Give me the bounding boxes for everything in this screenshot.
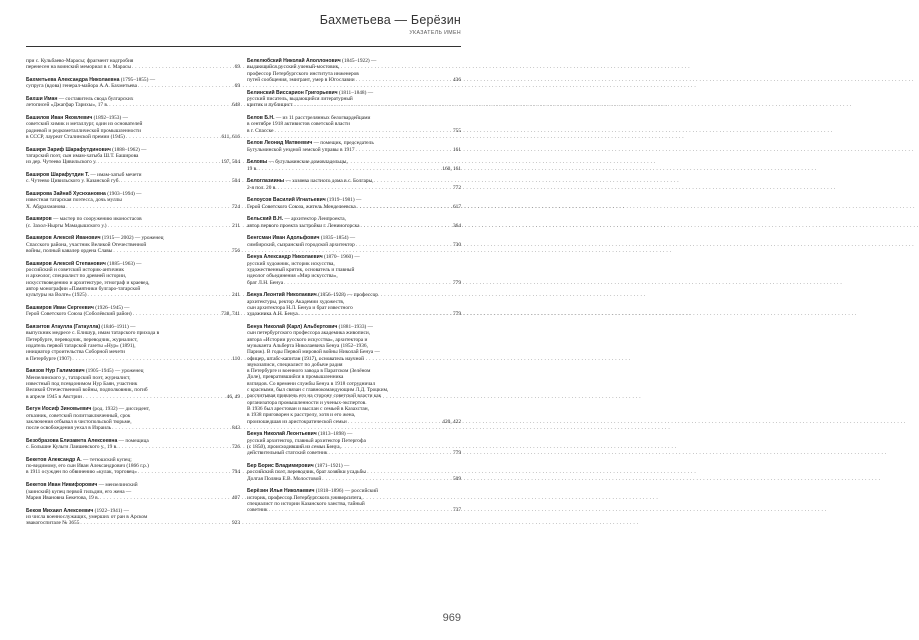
entry-description: автор первого проекта застройки г. Лениногорска: [247, 222, 360, 229]
entry-name: Бахметьева Александра Николаевна: [26, 77, 120, 84]
entry-name: Белов Б.Н.: [247, 114, 275, 121]
leader-dots: [284, 280, 452, 286]
page-number: 969: [442, 612, 461, 624]
entry-description: известный под псевдонимом Нур Баян, участник: [26, 380, 138, 387]
entry-description: (1905–1945) — уроженец: [84, 368, 144, 375]
entry-name: Баширя Зариф Шарафутдинович: [26, 146, 111, 153]
index-entry: [247, 235, 461, 248]
entry-description: с. Чутеево Цивильского у. Казанской губ.: [26, 178, 120, 185]
leader-dots: [112, 425, 231, 431]
entry-description: (род. 1932) — диссидент,: [91, 406, 150, 413]
page-reference: 161: [452, 146, 461, 153]
page-reference: 241: [231, 292, 240, 299]
index-entry: [26, 172, 240, 185]
entry-description: и археолог, специалист по древней истории,: [26, 273, 127, 280]
entry-description: музыканта Альберта Николаевича Бенуа (1852–1936,: [247, 342, 368, 349]
entry-description: — помещик, председатель: [312, 140, 374, 147]
entry-description: профессор Петербургского института инженеров: [247, 70, 359, 77]
entry-description: Петербурге, переводчик, переводчик, журналист,: [26, 336, 138, 343]
page-reference: 923: [231, 520, 240, 527]
entry-description: специалист по истории Казанского ханства, тайный: [247, 500, 365, 507]
leader-dots: [113, 248, 231, 254]
leader-dots: [356, 147, 452, 153]
entry-name: Безобразова Елизавета Алексеевна: [26, 437, 118, 444]
entry-description: (1871–1921) —: [313, 463, 350, 470]
entry-description: художественный критик, основатель и главный: [247, 267, 355, 274]
leader-dots: [121, 178, 231, 184]
index-entry: [26, 216, 240, 229]
entry-name: Белинский Виссарион Григорьевич: [247, 89, 338, 96]
page-reference: 110: [232, 355, 240, 362]
entry-description: — мензелинский: [97, 482, 138, 489]
entry-description: офицер, штабс-капитан (1917), основатель научной: [247, 355, 365, 362]
entry-name: Белелюбский Николай Аполлонович: [247, 58, 341, 64]
page-reference: 756: [231, 248, 240, 254]
leader-dots: [138, 83, 234, 89]
entry-description: в Петербурге и военного завода в Паратском (Зелёном: [247, 368, 371, 375]
entry-description: (с 1850), происходивший из семьи Бенуа,: [247, 444, 341, 450]
entry-description: (с. Захол-Ныргы Мамадышского у.): [26, 222, 107, 229]
entry-description: советский химик и металлург, один из основателей: [26, 121, 143, 128]
index-entry: [26, 324, 240, 362]
page-reference: 738, 741: [221, 311, 240, 318]
entry-name: Бахши Иман: [26, 96, 58, 103]
leader-dots: [278, 185, 452, 191]
page-reference: 509: [452, 475, 461, 482]
page-reference: 69: [234, 64, 240, 71]
page-reference: 69: [234, 83, 240, 90]
entry-name: Баширова Зайнаб Хуснхановна: [26, 191, 106, 198]
leader-dots: [356, 77, 452, 83]
entry-description: 19 в.: [247, 165, 258, 172]
entry-description: (1795–1855) —: [119, 77, 156, 84]
page-reference: 779: [452, 450, 461, 457]
entry-name: Бенуа Леонтий Николаевич: [247, 292, 317, 299]
index-entry: [26, 96, 240, 109]
leader-dots: [126, 134, 221, 140]
entry-description: сын архитектора Н.Л. Бенуа и брат известного: [247, 304, 353, 311]
entry-description: (1870– 1960) —: [322, 254, 360, 261]
page-reference: 611, 616: [221, 133, 240, 140]
entry-description: по-видимому, его сын Иван Александрович (1866 г.р.): [26, 463, 149, 470]
entry-description: выдающийся русский ученый-мостовик,: [247, 64, 340, 71]
running-head: Бахметьева — Берёзин: [319, 13, 461, 27]
entry-description: Долгая Поляна Е.В. Молостовой: [247, 475, 322, 482]
page-reference: 46, 49: [226, 393, 240, 400]
entry-name: Бенуа Николай Леонтьевич: [247, 431, 317, 438]
entry-name: Беловы: [247, 159, 268, 166]
entry-description: Великой Отечественной войны, подполковник, погиб: [26, 387, 148, 394]
index-entry: [247, 431, 461, 456]
entry-description: татарский поэт, сын имам-хатыба Ш.Т. Баширова: [26, 153, 139, 159]
index-entry: [247, 254, 461, 286]
entry-description: — хозяева частного дома в с. Болгары,: [284, 178, 374, 185]
entry-description: издатель первой татарской газеты «Нур» (1891),: [26, 342, 136, 349]
entry-description: сын петербургского профессора академика живописи,: [247, 330, 371, 337]
page-reference: 617: [452, 203, 461, 210]
index-entry: [26, 58, 240, 71]
entry-description: войны, полный кавалер ордена Славы: [26, 248, 113, 254]
entry-description: (1885–1963) —: [105, 260, 142, 267]
page-reference: 779: [452, 279, 461, 286]
leader-dots: [299, 311, 452, 317]
entry-name: Бер Борис Владимирович: [247, 463, 314, 470]
leader-dots: [357, 204, 452, 210]
leader-dots: [293, 102, 460, 108]
index-entry: [247, 463, 461, 482]
entry-description: Бугульминской уездной земской управы в 1917: [247, 146, 355, 153]
entry-description: культуры на Волге» (1925): [26, 292, 87, 299]
entry-description: (1919–1981) —: [325, 197, 362, 204]
page-reference: 843: [231, 425, 240, 432]
entry-description: известная татарская поэтесса, дочь муллы: [26, 197, 122, 204]
page-reference: 197, 504: [221, 159, 240, 166]
entry-description: летописей «Джагфар Тарихы», 17 в.: [26, 102, 109, 109]
entry-description: путей сообщения, эмигрант, умер в Югославии: [247, 76, 355, 83]
entry-description: — составитель свода булгарских: [57, 96, 134, 103]
leader-dots: [66, 204, 231, 210]
entry-description: с. Большие Кульги Лаишевского у., 19 в.: [26, 444, 118, 451]
index-entry: [26, 77, 240, 90]
entry-description: Герой Советского Союза (Соболёвский район): [26, 311, 132, 318]
leader-dots: [83, 394, 226, 400]
entry-description: автора «Истории русского искусства», архитектора и: [247, 336, 368, 343]
entry-description: произошедшая из аристократической семьи: [247, 418, 347, 425]
page-reference: 726: [231, 444, 240, 451]
index-entry: [26, 261, 240, 299]
page-reference: 436: [452, 76, 461, 83]
page-reference: 737: [452, 507, 461, 514]
index-column-left: [26, 58, 240, 533]
entry-description: перенесен на воинский мемориал в с. Марасы: [26, 64, 131, 71]
entry-description: при с. Кульбаево-Марасы; фрагмент надгробия: [26, 58, 134, 64]
leader-dots: [98, 159, 221, 165]
entry-description: (1892–1953) —: [92, 115, 128, 122]
entry-description: в 1911 осужден по обвинению «кулак, торговец»: [26, 469, 137, 476]
entry-description: супруга (вдова) генерал-майора А.А. Бахметьева: [26, 83, 137, 90]
entry-description: (1813–1898) —: [316, 431, 353, 438]
index-entry: [26, 438, 240, 451]
section-label: УКАЗАТЕЛЬ ИМЕН: [409, 30, 461, 36]
entry-description: из дер. Чутеево Цивильского у.: [26, 159, 97, 166]
entry-description: звукозаписи, специалист по добыче радия: [247, 361, 343, 368]
entry-description: российский поэт, переводчик, брат хозяйки усадьбы: [247, 469, 366, 476]
entry-description: (1845–1922) —: [340, 58, 377, 64]
entry-description: В 1936 был арестован и выслан с семьей в Казахстан,: [247, 406, 369, 413]
leader-dots: [133, 311, 221, 317]
leader-dots: [259, 166, 442, 172]
page-reference: 724: [231, 203, 240, 210]
entry-description: (1881–1933) —: [337, 323, 373, 330]
entry-description: (1888–1962) —: [110, 146, 147, 153]
entry-description: архитектуры, ректор Академии художеств,: [247, 298, 345, 305]
index-entry: [26, 115, 240, 140]
entry-name: Башкиров Алексей Иванович: [26, 235, 101, 242]
entry-description: с красными, был связан с главнокомандующим Л.Д. Троцким,: [247, 387, 389, 394]
entry-description: — имам-хатыб мечети: [89, 172, 142, 179]
entry-description: (1926–1945) —: [93, 304, 130, 311]
entry-name: Баширов Шарафутдин Т.: [26, 172, 90, 179]
leader-dots: [108, 223, 232, 229]
entry-description: — бугульминские домовладельцы,: [267, 159, 348, 166]
page-reference: 648: [231, 102, 240, 109]
index-entry: [247, 216, 461, 229]
entry-description: (1835–1854) —: [319, 235, 356, 242]
leader-dots: [138, 469, 231, 475]
entry-name: Белоглазиины: [247, 178, 285, 185]
index-entry: [247, 140, 461, 153]
entry-description: взглядов. Со времени службы Бенуа в 1918 сотрудничал: [247, 380, 376, 387]
entry-description: (1846–1911) —: [100, 323, 136, 330]
entry-description: организатора промышленности и ученых-экспертов.: [247, 399, 367, 406]
page-reference: 730: [452, 241, 461, 248]
entry-description: русский архитектор, главный архитектор Петергофа: [247, 437, 366, 444]
entry-name: Белоусов Василий Игнатьевич: [247, 197, 326, 204]
entry-description: — из 11 расстрелянных белогвардейцами: [274, 114, 371, 121]
entry-description: — тетюшский купец;: [81, 456, 132, 463]
entry-description: историк, профессор Петербургского университета,: [247, 494, 363, 501]
entry-name: Башкиров Алексей Степанович: [26, 260, 106, 267]
entry-description: (заинский) купец первой гильдии, его жена —: [26, 488, 132, 495]
page-reference: 420, 422: [442, 418, 461, 425]
index-entry: [26, 305, 240, 318]
index-entry: [247, 159, 461, 172]
entry-name: Белов Леонид Матвеевич: [247, 140, 313, 147]
index-column-right: [247, 58, 461, 520]
entry-description: автор монографии «Памятники булгаро-татарской: [26, 285, 141, 292]
entry-description: заключения отбывал в чистопольской тюрьме,: [26, 418, 132, 425]
index-entry: [247, 178, 461, 191]
entry-description: выпускник медресе с. Елишур, имам татарского прихода в: [26, 330, 160, 337]
entry-description: симбирский, сызранский городской архитектор: [247, 241, 355, 248]
entry-description: Мензелинского у., татарский поэт, журналист,: [26, 374, 131, 381]
entry-name: Башкиров Иван Сергеевич: [26, 304, 94, 311]
entry-description: Спасского района, участник Великой Отечественной: [26, 241, 147, 248]
entry-description: в 1938 приговорен к расстрелу, хотя и его жена,: [247, 412, 356, 419]
entry-name: Баязов Нур Галимович: [26, 368, 85, 375]
leader-dots: [322, 476, 452, 482]
index-entry: [26, 457, 240, 476]
index-entry: [247, 292, 461, 317]
entry-description: — архитектор Ленпроекта,: [283, 216, 346, 223]
index-entry: [26, 508, 240, 527]
entry-description: русский писатель, выдающийся литературный: [247, 95, 353, 102]
entry-description: радиевой и редкометаллической промышленности: [26, 127, 141, 134]
entry-description: — мастер по сооружению иконостасов: [51, 216, 142, 223]
leader-dots: [361, 223, 452, 229]
leader-dots: [88, 292, 231, 298]
index-entry: [26, 406, 240, 431]
index-entry: [247, 90, 461, 109]
index-entry: [26, 191, 240, 210]
entry-name: Башилов Иван Яковлевич: [26, 115, 93, 122]
index-entry: [247, 115, 461, 134]
entry-description: в сентябре 1918 активистов советской власти: [247, 121, 350, 128]
entry-description: брат Л.Н. Бенуа: [247, 279, 284, 286]
leader-dots: [80, 520, 231, 526]
entry-description: Мария Ивановна Бекетова, 19 в.: [26, 494, 100, 501]
entry-name: Берёзин Илья Николаевич: [247, 488, 315, 495]
page-reference: 772: [452, 184, 461, 191]
page-reference: 794: [231, 469, 240, 476]
page-reference: 364: [452, 222, 461, 229]
entry-name: Бекетов Александр А.: [26, 456, 82, 463]
entry-description: идеолог объединения «Мир искусства»,: [247, 273, 338, 280]
page-reference: 211: [232, 222, 240, 229]
entry-description: художника А.Н. Бенуа: [247, 311, 298, 318]
page-reference: 504: [231, 178, 240, 185]
entry-description: русский художник, историк искусства,: [247, 260, 335, 267]
entry-description: (1903–1994) —: [105, 191, 142, 198]
index-entry: [26, 368, 240, 400]
entry-description: в апреле 1945 в Австрии: [26, 393, 82, 400]
leader-dots: [356, 242, 452, 248]
index-entry: [247, 324, 461, 425]
entry-description: в СССР, лауреат Сталинской премии (1945): [26, 133, 125, 140]
entry-name: Бегун Иосиф Зиновьевич: [26, 406, 92, 413]
leader-dots: [275, 128, 452, 134]
index-entry: [247, 197, 461, 210]
index-entry: [26, 235, 240, 254]
index-entry: [247, 58, 461, 83]
entry-description: (1811–1848) —: [337, 89, 374, 96]
entry-description: советник: [247, 507, 268, 514]
index-entry: [247, 488, 461, 513]
entry-name: Бельский В.Н.: [247, 216, 284, 223]
entry-description: Доле), превратившийся в промышленника: [247, 374, 344, 381]
entry-name: Бенуа Николай (Карл) Альбертович: [247, 323, 338, 330]
entry-name: Бенуа Александр Николаевич: [247, 254, 323, 261]
page-reference: 160, 161: [442, 165, 461, 172]
entry-description: критик и публицист: [247, 102, 293, 109]
entry-description: 2-я пол. 20 в.: [247, 184, 277, 191]
entry-description: инициатор строительства Соборной мечети: [26, 349, 126, 356]
entry-name: Башкиров: [26, 216, 52, 223]
entry-description: Герой Советского Союза, житель Менделеевска: [247, 203, 356, 210]
entry-name: Беков Михаил Алексеевич: [26, 507, 94, 514]
leader-dots: [119, 444, 231, 450]
entry-description: в г. Спасске: [247, 127, 274, 134]
entry-description: Париж). В годы Первой мировой войны Николай Бенуа —: [247, 349, 380, 356]
page-reference: 755: [452, 127, 461, 134]
index-entry: [26, 482, 240, 501]
entry-description: в Петербурге (1907): [26, 355, 72, 362]
entry-description: (1856–1928) — профессор: [316, 292, 378, 299]
entry-description: (1922–1941) —: [93, 507, 129, 514]
entry-description: (1818–1896) — российский: [314, 488, 379, 495]
leader-dots: [72, 356, 231, 362]
entry-description: Х. Абдрахманова: [26, 203, 66, 210]
entry-description: — помещица: [117, 437, 149, 444]
page-header: [26, 12, 461, 47]
entry-description: рассчитывая привлечь его на сторону советской власти как: [247, 393, 382, 400]
entry-name: Бенгсман Иван Адольфович: [247, 235, 320, 242]
entry-description: российский и советский историк-античник: [26, 267, 124, 274]
leader-dots: [109, 102, 231, 108]
entry-description: эвакогоспитале № 3655: [26, 520, 80, 527]
entry-description: отказник, советский политзаключенный, срок: [26, 412, 131, 419]
entry-description: действительный статский советник: [247, 450, 328, 457]
entry-name: Баязитов Атаулла (Гатаулла): [26, 323, 101, 330]
entry-description: после освобождения уехал в Израиль: [26, 425, 112, 432]
leader-dots: [100, 495, 231, 501]
page-reference: 779: [452, 311, 461, 318]
entry-name: Бекетов Иван Никифорович: [26, 482, 98, 489]
leader-dots: [132, 64, 234, 70]
leader-dots: [329, 450, 452, 456]
leader-dots: [348, 419, 442, 425]
entry-description: (1915— 2002) — уроженец: [100, 235, 164, 242]
entry-description: искусствоведению и архитектуре, этнограф и краевед,: [26, 279, 150, 286]
index-entry: [26, 147, 240, 166]
page-reference: 407: [231, 494, 240, 501]
leader-dots: [269, 507, 452, 513]
entry-description: из числа военнослужащих, умерших от ран в Арском: [26, 513, 148, 520]
